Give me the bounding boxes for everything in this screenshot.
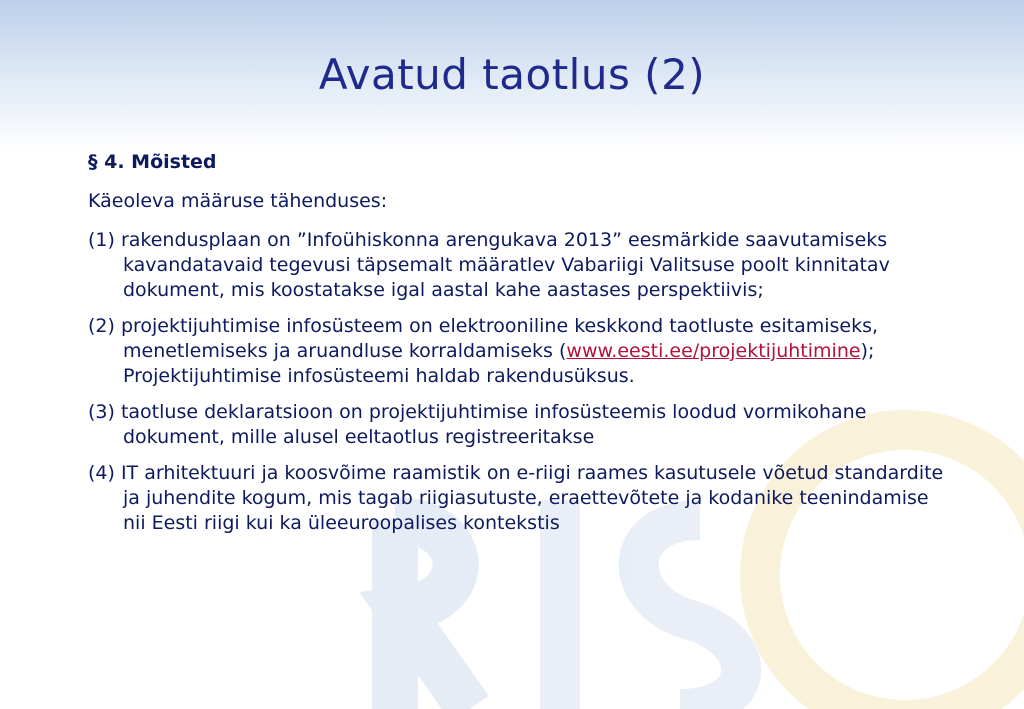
item-2-text-end: ); Projektijuhtimise infosüsteemi haldab rakendusüksus. — [123, 340, 875, 387]
section-heading: § 4. Mõisted — [88, 151, 217, 173]
slide-body — [88, 150, 948, 547]
projektijuhtimine-link[interactable]: www.eesti.ee/projektijuhtimine — [566, 340, 861, 362]
definition-item-4: (4) IT arhitektuuri ja koosvõime raamistik on e-riigi raames kasutusele võetud standardite ja juhendite kogum, mis tagab riigiasutuste, eraettevõtete ja kodanike teenindamise nii Eesti riigi kui ka üleeuroopalises kontekstis — [88, 462, 944, 534]
item-2-text-start: (2) projektijuhtimise infosüsteem on elektrooniline keskkond taotluste esitamiseks, menetlemiseks ja aruandluse korraldamiseks ( — [88, 315, 879, 362]
definition-item-2 — [88, 314, 948, 389]
definition-item-3: (3) taotluse deklaratsioon on projektijuhtimise infosüsteemis loodud vormikohane dokument, mille alusel eeltaotlus registreeritakse — [88, 401, 867, 448]
intro-text: Käeoleva määruse tähenduses: — [88, 190, 388, 212]
watermark-letter-s — [639, 520, 742, 709]
definition-item-1: (1) rakendusplaan on ”Infoühiskonna arengukava 2013” eesmärkide saavutamiseks kavandatavaid tegevusi täpsemalt määratlev Vabariigi Valitsuse poolt kinnitatav dokument, mis koostatakse igal aastal kahe aastases perspektiivis; — [88, 229, 890, 301]
watermark-letter-r — [395, 520, 470, 709]
slide-title: Avatud taotlus (2) — [318, 50, 706, 99]
